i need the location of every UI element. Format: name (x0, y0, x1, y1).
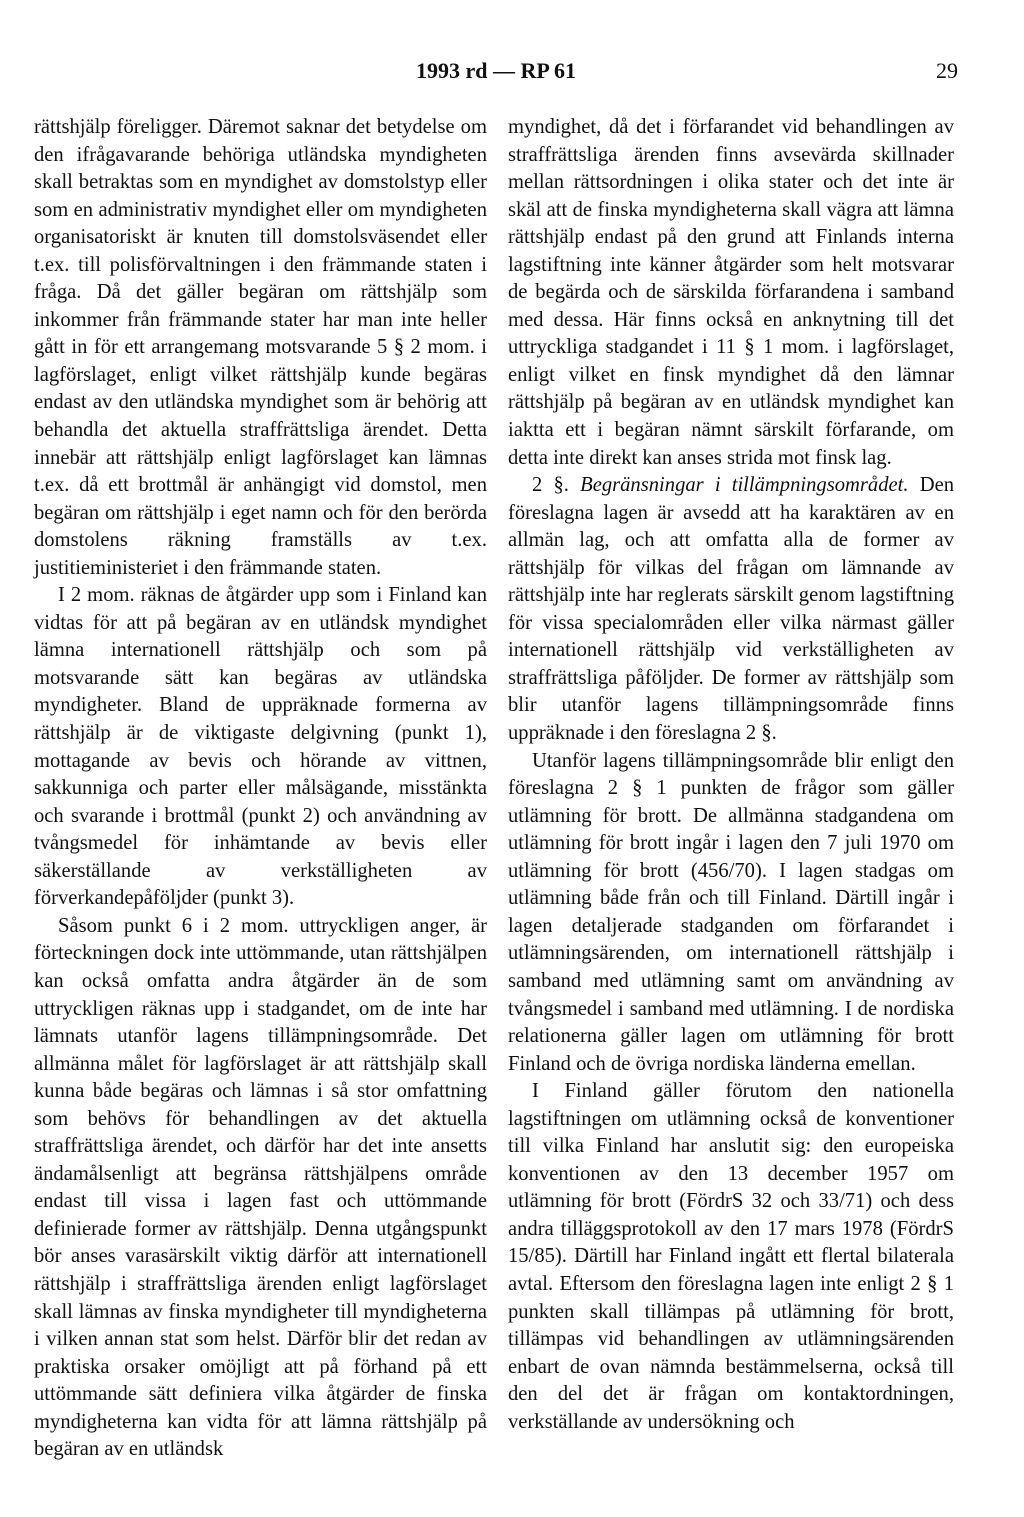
paragraph: I 2 mom. räknas de åtgärder upp som i Finland kan vidtas för att på begäran av en utländsk myndighet lämna internationell rättshjälp och som på motsvarande sätt kan begäras av utländska myndigheter. Bland de uppräknade formerna av rättshjälp är de viktigaste delgivning (punkt 1), mottagande av bevis och hörande av vittnen, sakkunniga och parter eller målsägande, misstänkta och svarande i brottmål (punkt 2) och användning av tvångsmedel för inhämtande av bevis eller säkerställande av verkställigheten av förverkandepåföljder (punkt 3). (34, 584, 487, 910)
paragraph: rättshjälp föreligger. Däremot saknar det betydelse om den ifrågavarande behöriga utländska myndigheten skall betraktas som en myndighet av domstolstyp eller som en administrativ myndighet eller om myndigheten organisatoriskt är knuten till domstolsväsendet eller t.ex. till polisförvaltningen i den främmande staten i fråga. Då det gäller begäran om rättshjälp som inkommer från främmande stater har man inte heller gått in för ett arrangemang motsvarande 5 § 2 mom. i lagförslaget, enligt vilket rättshjälp kunde begäras endast av den utländska myndighet som är behörig att behandla det aktuella straffrättsliga ärendet. Detta innebär att rättshjälp enligt lagförslaget kan lämnas t.ex. då ett brottmål är anhängigt vid domstol, men begäran om rättshjälp i eget namn och för den berörda domstolens räkning framställs av t.ex. justitieministeriet i den främmande staten. (34, 116, 487, 579)
paragraph: Utanför lagens tillämpningsområde blir enligt den föreslagna 2 § 1 punkten de frågor som gäller utlämning för brott. De allmänna stadgandena om utlämning för brott ingår i lagen den 7 juli 1970 om utlämning för brott (456/70). I lagen stadgas om utlämning både från och till Finland. Därtill ingår i lagen detaljerade stadganden om förfarandet i utlämningsärenden, om internationell rättshjälp i samband med utlämning samt om användning av tvångsmedel i samband med utlämning. I de nordiska relationerna gäller lagen om utlämning för brott Finland och de övriga nordiska länderna emellan. (508, 749, 954, 1075)
section-heading: Begränsningar i tillämpningsområdet. (580, 474, 909, 497)
document-title: 1993 rd — RP 61 (415, 58, 577, 83)
paragraph: myndighet, då det i förfarandet vid behandlingen av straffrättsliga ärenden finns avsevärda skillnader mellan rättsordningen i olika stater och det inte är skäl att de finska myndigheterna skall vägra att lämna rättshjälp endast på den grund att Finlands interna lagstiftning inte känner åtgärder som helt motsvarar de begärda och de särskilda förfarandena i samband med dessa. Här finns också en anknytning till det uttryckliga stadgandet i 11 § 1 mom. i lagförslaget, enligt vilket en finsk myndighet då den lämnar rättshjälp på begäran av en utländsk myndighet kan iaktta ett i begäran nämnt särskilt förfarande, om detta inte direkt kan anses strida mot finsk lag. (508, 116, 954, 469)
left-column (34, 114, 487, 1464)
page-header (34, 58, 958, 92)
section-number: 2 §. (532, 474, 569, 497)
paragraph: I Finland gäller förutom den nationella lagstiftningen om utlämning också de konventioner till vilka Finland har anslutit sig: den europeiska konventionen av den 13 december 1957 om utlämning för brott (FördrS 32 och 33/71) och dess andra tilläggsprotokoll av den 17 mars 1978 (FördrS 15/85). Därtill har Finland ingått ett flertal bilaterala avtal. Eftersom den föreslagna lagen inte enligt 2 § 1 punkten skall tillämpas på utlämning för brott, tillämpas vid behandlingen av utlämningsärenden enbart de ovan nämnda bestämmelserna, också till den del det är frågan om kontaktordningen, verkställande av undersökning och (508, 1080, 954, 1433)
paragraph: Såsom punkt 6 i 2 mom. uttryckligen anger, är förteckningen dock inte uttömmande, utan rättshjälpen kan också omfatta andra åtgärder än de som uttryckligen räknas upp i stadgandet, om de inte har lämnats utanför lagens tillämpningsområde. Det allmänna målet för lagförslaget är att rättshjälp skall kunna både begäras och lämnas i så stor omfattning som behövs för behandlingen av det aktuella straffrättsliga ärendet, och därför har det inte ansetts ändamålsenligt att begränsa rättshjälpens område endast till vissa i lagen fast och uttömmande definierade former av rättshjälp. Denna utgångspunkt bör anses varasärskilt viktig därför att internationell rättshjälp i straffrättsliga ärenden enligt lagförslaget skall lämnas av finska myndigheter till myndigheterna i vilken annan stat som helst. Därför blir det redan av praktiska orsaker omöjligt att på förhand på ett uttömmande sätt definiera vilka åtgärder de finska myndigheterna kan vidta för att lämna rättshjälp på begäran av en utländsk (34, 914, 487, 1461)
right-column (508, 114, 954, 1436)
section-paragraph (508, 472, 954, 747)
section-body: Den föreslagna lagen är avsedd att ha karaktären av en allmän lag, och att omfatta alla de former av rättshjälp för vilkas del frågan om lämnande av rättshjälp inte har reglerats särskilt genom lagstiftning för vissa specialområden eller vilka närmast gäller internationell rättshjälp vid verkställigheten av straffrättsliga påföljder. De former av rättshjälp som blir utanför lagens tillämpningsområde finns uppräknade i den föreslagna 2 §. (508, 474, 955, 745)
page-number: 29 (936, 58, 958, 83)
